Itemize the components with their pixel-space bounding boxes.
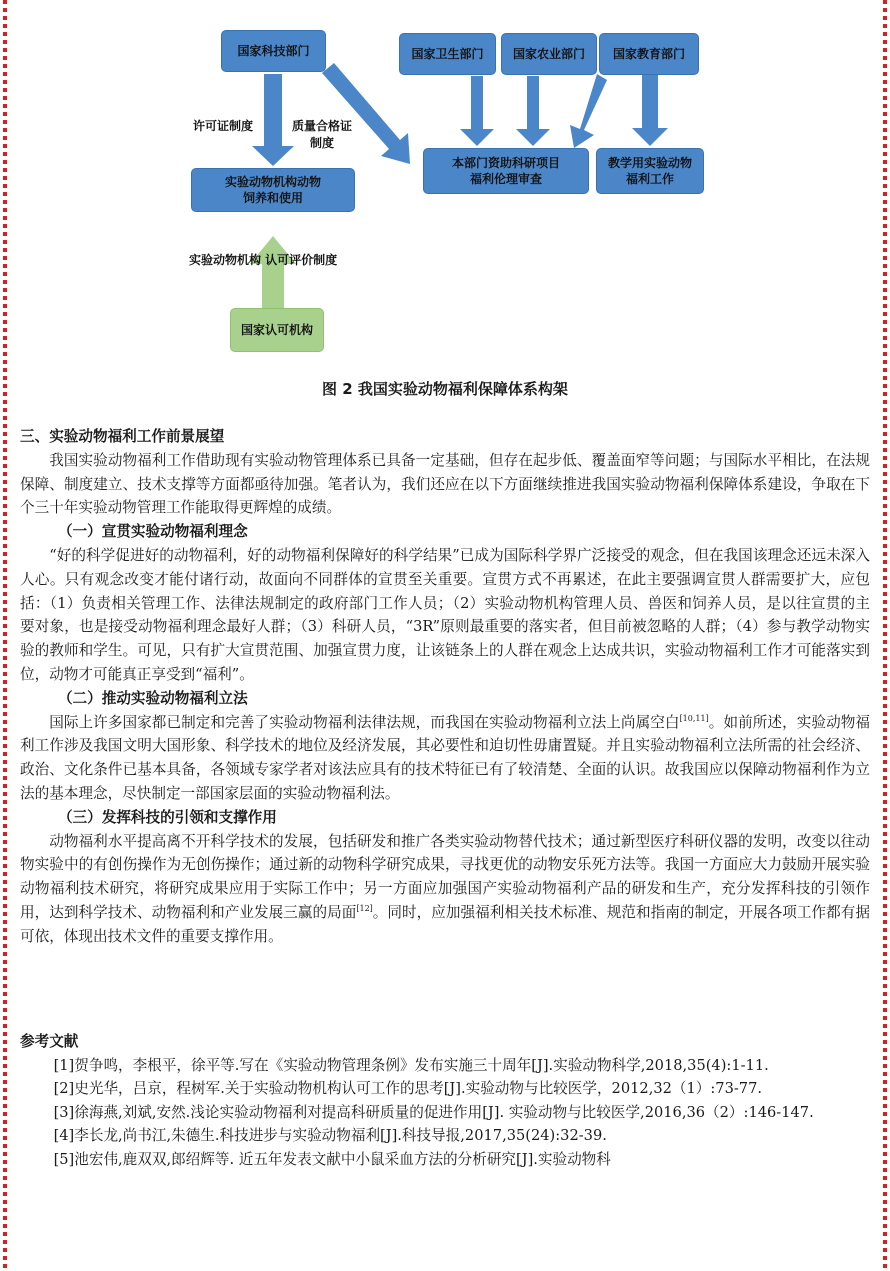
subsection-3-heading: （三）发挥科技的引领和支撑作用: [57, 808, 277, 826]
subsection-2-text: [20, 711, 870, 806]
reference-item: [4]李长龙,尚书江,朱德生.科技进步与实验动物福利[J].科技导报,2017,35(24):32-39.: [53, 1127, 607, 1144]
reference-item: [5]池宏伟,鹿双双,郎绍辉等. 近五年发表文献中小鼠采血方法的分析研究[J].实验动物科: [53, 1150, 611, 1168]
node-agri-dept: 国家农业部门: [501, 33, 597, 75]
node-accreditation: 国家认可机构: [230, 308, 324, 352]
edge-label-license: 许可证制度: [193, 119, 254, 133]
citation-12: [12]: [356, 904, 373, 914]
section-heading: 三、实验动物福利工作前景展望: [20, 428, 225, 445]
node-teaching: [596, 148, 704, 194]
figure-caption: 图 2 我国实验动物福利保障体系构架: [322, 380, 568, 398]
edge-label-evaluation: 实验动物机构 认可评价制度: [189, 253, 338, 267]
reference-item: [1]贺争鸣，李根平，徐平等.写在《实验动物管理条例》发布实施三十周年[J].实验动物科学,2018,35(4):1-11.: [53, 1056, 769, 1074]
subsection-1-heading: （一）宣贯实验动物福利理念: [57, 523, 248, 541]
section-intro: 我国实验动物福利工作借助现有实验动物管理体系已具备一定基础，但存在起步低、覆盖面窄等问题；与国际水平相比，在法规保障、制度建立、技术支撑等方面都亟待加强。笔者认为，我们还应在以下方面继续推进我国实验动物福利保障体系建设，争取在下个三十年实验动物管理工作能取得更辉煌的成绩。: [20, 451, 870, 517]
subsection-2-text-a: 国际上许多国家都已制定和完善了实验动物福利法律法规，而我国在实验动物福利立法上尚属空白: [49, 713, 680, 731]
node-health-dept: 国家卫生部门: [399, 33, 496, 75]
edge-label-quality-line1: 质量合格证: [291, 119, 352, 133]
subsection-3-text-b: 。同时，应加强福利相关技术标准、规范和指南的制定，开展各项工作都有据可依，体现出技术文件的重要支撑作用。: [20, 903, 870, 945]
reference-item: [2]史光华，吕京，程树军.关于实验动物机构认可工作的思考[J].实验动物与比较医学，2012,32（1）:73-77.: [53, 1080, 762, 1097]
node-teaching-line2: 福利工作: [625, 172, 674, 186]
arrow-accreditation-up: [250, 236, 296, 312]
node-teaching-line1: 教学用实验动物: [607, 156, 692, 170]
references-heading: 参考文献: [20, 1033, 79, 1050]
node-sci-dept: 国家科技部门: [221, 30, 326, 72]
reference-item: [3]徐海燕,刘斌,安然.浅论实验动物福利对提高科研质量的促进作用[J]. 实验动物与比较医学,2016,36（2）:146-147.: [53, 1103, 814, 1121]
node-facility-line1: 实验动物机构动物: [224, 175, 321, 189]
subsection-2-heading: （二）推动实验动物福利立法: [57, 689, 248, 707]
subsection-2-text-b: 。如前所述，实验动物福利工作涉及我国文明大国形象、科学技术的地位及经济发展，其必要性和迫切性毋庸置疑。并且实验动物福利立法所需的社会经济、政治、文化条件已基本具备，各领域专家学者对该法应具有的技术特征已有了较清楚、全面的认识。故我国应以保障动物福利作为立法的基本理念，尽快制定一部国家层面的实验动物福利法。: [20, 713, 870, 802]
node-facility-line2: 饲养和使用: [242, 191, 303, 205]
node-facility: [191, 168, 355, 212]
node-review-line1: 本部门资助科研项目: [451, 156, 560, 170]
node-edu-dept: 国家教育部门: [599, 33, 699, 75]
arrow-health-to-review: [460, 76, 494, 146]
subsection-3-text: [20, 830, 870, 949]
arrow-edu-to-review: [570, 74, 607, 148]
citation-10-11: [10,11]: [679, 713, 709, 723]
edge-label-quality-line2: 制度: [309, 136, 334, 150]
references: [20, 1030, 870, 1171]
subsection-3-text-a: 动物福利水平提高离不开科学技术的发展，包括研发和推广各类实验动物替代技术；通过新型医疗科研仪器的发明，改变以往动物实验中的有创伤操作为无创伤操作；通过新的动物科学研究成果，寻找更优的动物安乐死方法等。我国一方面应大力鼓励开展实验动物福利技术研究，将研究成果应用于实际工作中；另一方面应加强国产实验动物福利产品的研发和生产，充分发挥科技的引领作用，达到科学技术、动物福利和产业发展三赢的局面: [20, 832, 870, 921]
arrow-agri-to-review: [516, 76, 550, 146]
node-review: [423, 148, 589, 194]
subsection-1-text: “好的科学促进好的动物福利，好的动物福利保障好的科学结果”已成为国际科学界广泛接受的观念，但在我国该理念还远未深入人心。只有观念改变才能付诸行动，故面向不同群体的宣贯至关重要。宣贯方式不再累述，在此主要强调宣贯人群需要扩大，应包括：（1）负责相关管理工作、法律法规制定的政府部门工作人员；（2）实验动物机构管理人员、兽医和饲养人员，是以往宣贯的主要对象，也是接受动物福利理念最好人群；（3）科研人员，“3R”原则最重要的落实者，但目前被忽略的人群；（4）参与教学动物实验的教师和学生。可见，只有扩大宣贯范围、加强宣贯力度，让该链条上的人群在观念上达成共识，实验动物福利工作才可能落实到位，动物才可能真正享受到“福利”。: [20, 546, 870, 683]
arrow-edu-to-teaching: [632, 74, 668, 146]
section-3: [20, 425, 870, 949]
node-review-line2: 福利伦理审查: [469, 172, 542, 186]
edge-label-quality: [282, 118, 362, 152]
